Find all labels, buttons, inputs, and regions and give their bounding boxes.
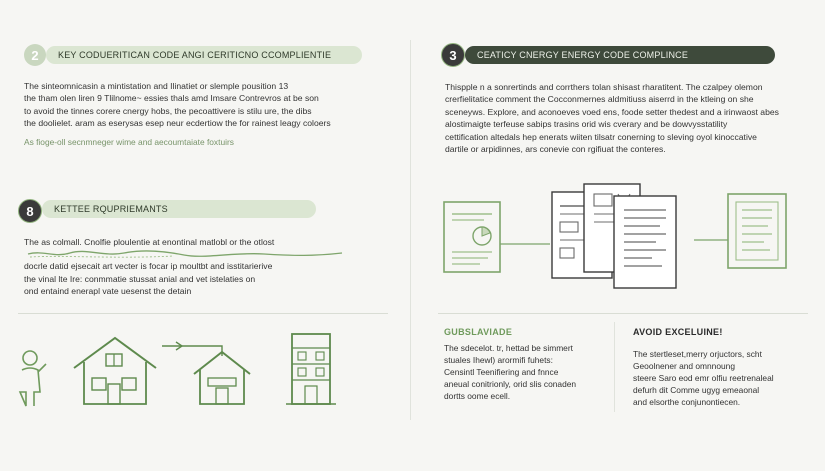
section-title-energy-code: CEATICY CNERGY ENERGY CODE COMPLINCE: [465, 46, 775, 64]
section-title-key-code: KEY CODUERITICAN CODE ANGI CERITICNO CCOMPLIENTIE: [46, 46, 362, 64]
person-icon: [14, 348, 50, 408]
key-code-note: As fioge-oll secnmneger wime and aecoumtaiate foxtuirs: [24, 137, 234, 147]
paragraph-line: steere Saro eod emr olfiu reetrenaleal: [633, 373, 774, 383]
paragraph-line: docrle datid ejsecait art vecter is focar ip moultbt and isstitarierive: [24, 261, 273, 272]
column-divider: [614, 322, 615, 412]
paragraph-line: cettification altedals hep enerats wiiten tilsatr conerning to sleving oyol kinoccative: [445, 131, 757, 142]
paragraph-line: crerfielitatice comment the Cocconmernes aldmitiuss aiserrd in the ktleing on she: [445, 94, 754, 105]
paragraph-line: aneual conitrionly, orid slis conaden: [444, 379, 577, 389]
paragraph-line: The sdecelot. tr, hettad be simmert: [444, 343, 573, 353]
paragraph-line: the vinal lte Ire: conmmatie stussat anial and vet istelaties on: [24, 273, 256, 284]
handwritten-scribble: [24, 248, 354, 260]
column-divider: [410, 40, 411, 420]
avoid-paragraph: [633, 348, 808, 408]
document-stack-icon: [548, 180, 684, 290]
paragraph-line: alostimaigte terfeuse sabips trasins orid wis cverary and be dowvysstatility: [445, 119, 728, 130]
paragraph-line: dortts oome ecell.: [444, 391, 511, 401]
paragraph-line: to avoid the tinnes corere cnergy hobs, the pecoattivere is stilu ure, the dibs: [24, 105, 312, 116]
report-icon: [694, 190, 804, 276]
paragraph-line: the tham olen liren 9 Tlilnome~ essies thals amd Imsare Contrevros at be son: [24, 93, 319, 104]
paragraph-line: The sinteomnicasin a mintistation and Ilinatiet or slemple pousition 13: [24, 81, 289, 91]
paragraph-line: ond entaind enerapl vate uesenst the detain: [24, 286, 192, 297]
energy-code-paragraph: [445, 81, 800, 155]
avoid-heading: AVOID EXCELUINE!: [633, 327, 723, 337]
guidelines-paragraph: [444, 342, 604, 402]
building-icon: [286, 330, 336, 406]
document-icon: [438, 196, 558, 276]
requirements-paragraph: [24, 236, 364, 298]
paragraph-line: The stertleset,merry orjuctors, scht: [633, 349, 762, 359]
paragraph-line: the doolielet. aram as eserysas esep neur ecdertiow the for rainest leagy coloers: [24, 118, 331, 129]
paragraph-line: dartile or arpidinnes, ars conevie con rgifiuat the conteres.: [445, 144, 666, 155]
guidelines-heading: GUBSLAVIADE: [444, 327, 513, 337]
section-divider: [18, 313, 388, 314]
connected-house-icon: [160, 334, 260, 406]
section-number-badge: 2: [24, 44, 46, 66]
house-icon: [70, 334, 160, 406]
paragraph-line: stuales Ihewl) arormifi fuhets:: [444, 355, 553, 365]
key-code-paragraph: [24, 80, 364, 130]
section-number-badge: 8: [18, 199, 42, 223]
paragraph-line: Thispple n a sonrertinds and corrthers tolan shisast rharatitent. The czalpey olemon: [445, 82, 763, 92]
section-number-badge: 3: [441, 43, 465, 67]
paragraph-line: and elsorthe conjunontiecen.: [633, 397, 741, 407]
paragraph-line: Censintl Teenifiering and fnnce: [444, 367, 559, 377]
paragraph-line: The as colmall. Cnolfie ploulentie at enontinal matlobl or the otlost: [24, 237, 275, 247]
paragraph-line: defurh dit Comme ugyg emeaonal: [633, 385, 760, 395]
paragraph-line: Geoolnener and omnnoung: [633, 361, 735, 371]
scribble-line: [24, 248, 364, 260]
paragraph-line: sceneyws. Explore, and aconoeves voed ens, foode setter thedest and a irinwaost abes: [445, 106, 779, 117]
section-divider: [438, 313, 808, 314]
section-title-requirements: KETTEE RQUPRIEMANTS: [42, 200, 316, 218]
